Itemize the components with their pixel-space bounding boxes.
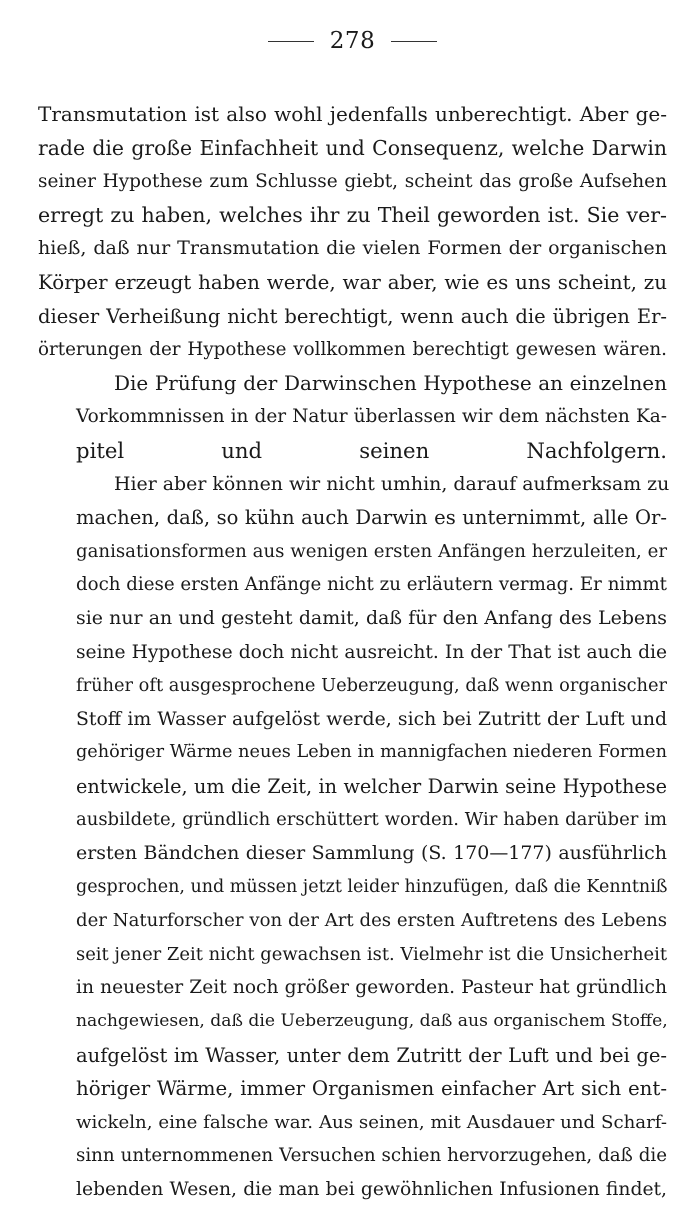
text-line: der Naturforscher von der Art des ersten Auftretens des Lebens xyxy=(76,910,667,932)
text-line: ganisationsformen aus wenigen ersten Anfängen herzuleiten, er xyxy=(76,540,667,562)
header-rule-left xyxy=(268,41,314,42)
text-line: Vorkommnissen in der Natur überlassen wir dem nächsten Ka- xyxy=(76,406,667,428)
text-line: erregt zu haben, welches ihr zu Theil geworden ist. Sie ver- xyxy=(38,202,667,227)
text-line: entwickele, um die Zeit, in welcher Darwin seine Hypothese xyxy=(76,774,667,798)
text-line: rade die große Einfachheit und Consequenz, welche Darwin xyxy=(38,135,667,160)
text-line: gesprochen, und müssen jetzt leider hinzufügen, daß die Kenntniß xyxy=(76,876,668,897)
text-line: nachgewiesen, daß die Ueberzeugung, daß aus organischem Stoffe, xyxy=(76,1011,668,1032)
text-line: Die Prüfung der Darwinschen Hypothese an einzelnen xyxy=(114,370,667,395)
text-line: Stoff im Wasser aufgelöst werde, sich bei Zutritt der Luft und xyxy=(76,708,667,730)
text-line: hieß, daß nur Transmutation die vielen Formen der organischen xyxy=(38,237,667,260)
text-line: aufgelöst im Wasser, unter dem Zutritt der Luft und bei ge- xyxy=(76,1043,667,1067)
text-line: ersten Bändchen dieser Sammlung (S. 170—177) ausführlich xyxy=(76,842,667,865)
text-line: doch diese ersten Anfänge nicht zu erläutern vermag. Er nimmt xyxy=(76,574,667,596)
text-line: gehöriger Wärme neues Leben in mannigfachen niederen Formen xyxy=(76,742,667,763)
paragraph xyxy=(38,367,667,468)
text-line: seit jener Zeit nicht gewachsen ist. Vielmehr ist die Unsicherheit xyxy=(76,943,668,965)
text-line: sie nur an und gesteht damit, daß für den Anfang des Lebens xyxy=(76,606,667,629)
text-line: Transmutation ist also wohl jedenfalls unberechtigt. Aber ge- xyxy=(38,102,667,126)
header-rule-right xyxy=(391,41,437,42)
text-line: lebenden Wesen, die man bei gewöhnlichen Infusionen findet, xyxy=(76,1179,667,1200)
text-line: Körper erzeugt haben werde, war aber, wie es uns scheint, zu xyxy=(38,270,667,294)
paragraph xyxy=(38,468,670,1207)
text-line: Hier aber können wir nicht umhin, darauf aufmerksam zu xyxy=(114,472,670,495)
paragraph xyxy=(38,98,667,367)
text-line: ausbildete, gründlich erschüttert worden. Wir haben darüber im xyxy=(76,809,667,831)
text-line: seiner Hypothese zum Schlusse giebt, scheint das große Aufsehen xyxy=(38,171,667,193)
text-line: früher oft ausgesprochene Ueberzeugung, daß wenn organischer xyxy=(76,675,668,697)
text-line: pitel und seinen Nachfolgern. xyxy=(76,437,667,463)
text-line: in neuester Zeit noch größer geworden. Pasteur hat gründlich xyxy=(76,977,667,999)
body-text xyxy=(38,98,670,1207)
text-line: sinn unternommenen Versuchen schien hervorzugehen, daß die xyxy=(76,1145,667,1167)
text-line: seine Hypothese doch nicht ausreicht. In der That ist auch die xyxy=(76,641,667,663)
page-number: 278 xyxy=(329,28,376,54)
page-header xyxy=(38,22,667,60)
text-line: örterungen der Hypothese vollkommen berechtigt gewesen wären. xyxy=(38,339,667,361)
text-line: dieser Verheißung nicht berechtigt, wenn auch die übrigen Er- xyxy=(38,304,667,328)
text-line: wickeln, eine falsche war. Aus seinen, mit Ausdauer und Scharf- xyxy=(76,1111,667,1133)
text-line: machen, daß, so kühn auch Darwin es unternimmt, alle Or- xyxy=(76,506,667,530)
text-line: höriger Wärme, immer Organismen einfacher Art sich ent- xyxy=(76,1077,667,1101)
